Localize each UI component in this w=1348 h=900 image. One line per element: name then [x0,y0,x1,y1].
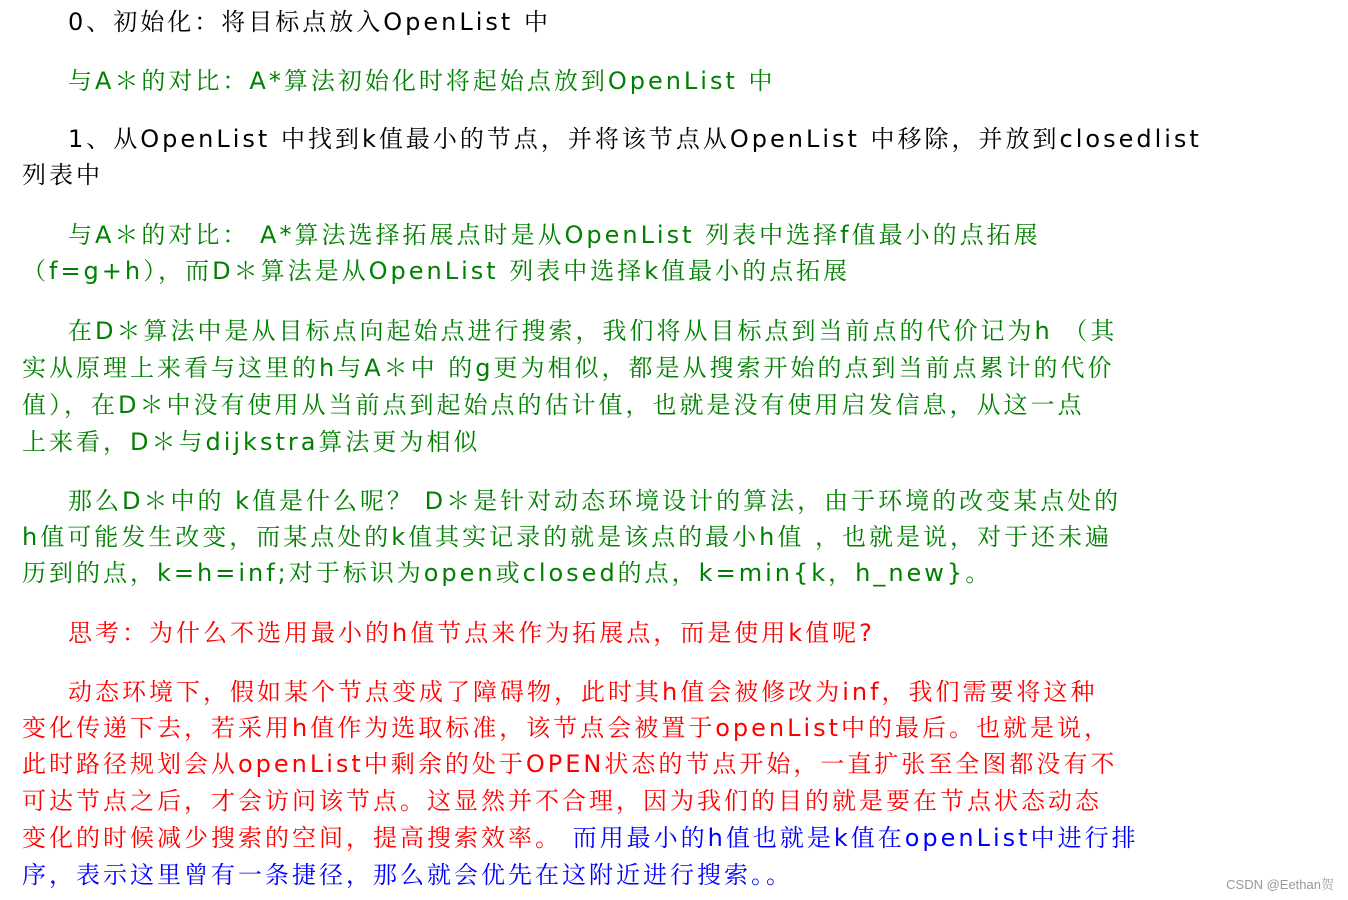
thinking-question: 思考：为什么不选用最小的h值节点来作为拓展点，而是使用k值呢? [68,619,875,647]
comparison-astar-init: 与A＊的对比：A*算法初始化时将起始点放到OpenList 中 [68,67,776,95]
dstar-search-line2: 实从原理上来看与这里的h与A＊中 的g更为相似，都是从搜索开始的点到当前点累计的代价 [22,354,1115,382]
k-value-line2: h值可能发生改变，而某点处的k值其实记录的就是该点的最小h值 ，也就是说，对于还未遍 [22,523,1112,551]
step1-text-line2: 列表中 [22,161,103,189]
comparison-expand-line1: 与A＊的对比： A*算法选择拓展点时是从OpenList 列表中选择f值最小的点拓展 [68,221,1041,249]
csdn-watermark: CSDN @Eethan贺 [1226,877,1334,892]
k-value-line1: 那么D＊中的 k值是什么呢？ D＊是针对动态环境设计的算法，由于环境的改变某点处的 [68,487,1122,515]
dynamic-env-line3: 此时路径规划会从openList中剩余的处于OPEN状态的节点开始，一直扩张至全图都没有不 [22,750,1118,778]
dynamic-env-line6: 序，表示这里曾有一条捷径，那么就会优先在这附近进行搜索。。 [22,861,793,889]
dynamic-env-line5 [22,820,1338,856]
dynamic-env-line5-blue: 而用最小的h值也就是k值在openList中进行排 [572,824,1139,852]
dynamic-env-line5-red: 变化的时候减少搜索的空间，提高搜索效率。 [22,824,562,852]
step0-text: 0、初始化：将目标点放入OpenList 中 [68,8,551,36]
comparison-expand-line2: （f=g+h），而D＊算法是从OpenList 列表中选择k值最小的点拓展 [22,257,851,285]
step1-text-line1: 1、从OpenList 中找到k值最小的节点，并将该节点从OpenList 中移除，并放到closedlist [68,125,1202,153]
dstar-search-line4: 上来看，D＊与dijkstra算法更为相似 [22,428,481,456]
dynamic-env-line1: 动态环境下，假如某个节点变成了障碍物，此时其h值会被修改为inf，我们需要将这种 [68,678,1098,706]
dynamic-env-line2: 变化传递下去，若采用h值作为选取标准，该节点会被置于openList中的最后。也就是说， [22,714,1112,742]
k-value-line3: 历到的点，k=h=inf;对于标识为open或closed的点，k=min{k，h_new}。 [22,559,993,587]
dstar-search-line3: 值），在D＊中没有使用从当前点到起始点的估计值，也就是没有使用启发信息，从这一点 [22,391,1085,419]
dynamic-env-line4: 可达节点之后，才会访问该节点。这显然并不合理，因为我们的目的就是要在节点状态动态 [22,787,1102,815]
dstar-search-line1: 在D＊算法中是从目标点向起始点进行搜索，我们将从目标点到当前点的代价记为h （其 [68,317,1118,345]
